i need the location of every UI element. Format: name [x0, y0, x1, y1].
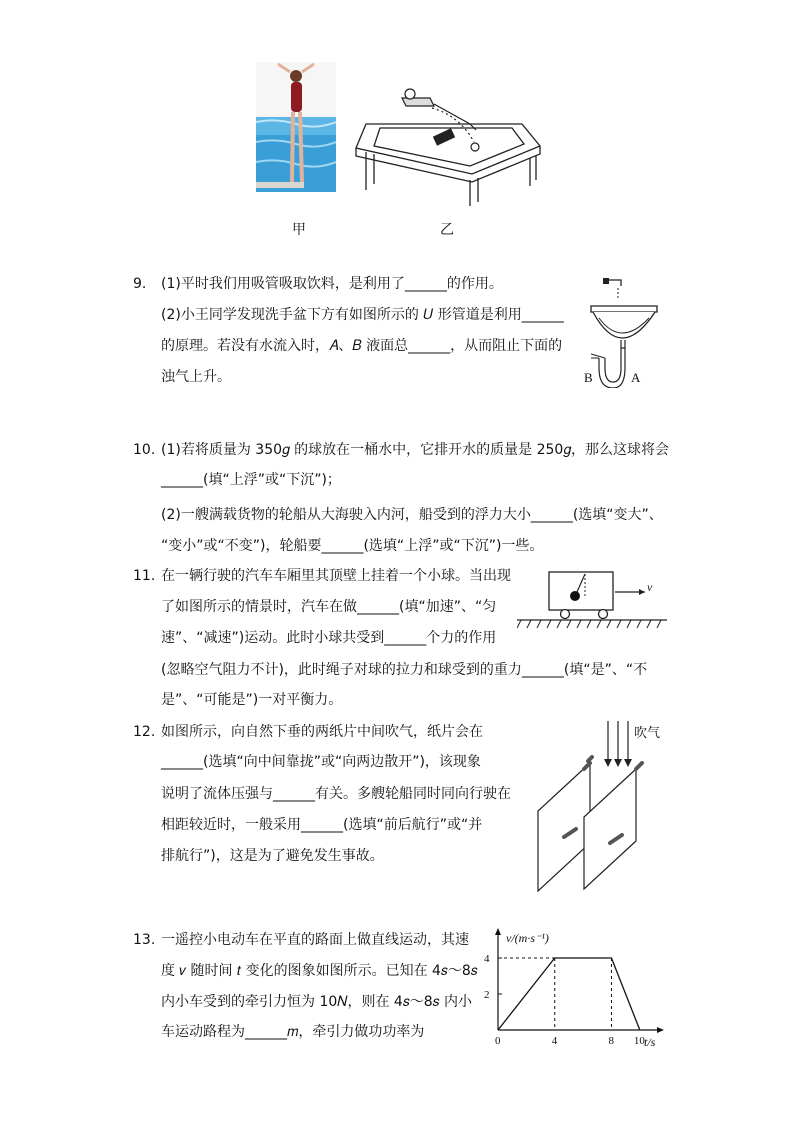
chart-y-axis-label: v/(m·s⁻¹) [506, 931, 549, 945]
diver-figure [256, 62, 336, 192]
u-tube-label-a: A [631, 370, 641, 385]
sink-u-tube-figure [581, 278, 665, 388]
question-13-line-2: 度 𝑣 随时间 𝑡 变化的图象如图所示。已知在 4𝑠～8𝑠 [161, 963, 478, 979]
question-10-number: 10. [133, 442, 156, 458]
chart-y-tick-label: 4 [484, 953, 490, 965]
question-12-line-5: 排航行”)，这是为了避免发生事故。 [161, 848, 384, 864]
question-12-line-2: ______(选填“向中间靠拢”或“向两边散开”)，该现象 [161, 754, 481, 770]
u-tube-label-b: B [584, 370, 593, 385]
question-12-line-4: 相距较近时，一般采用______(选填“前后航行”或“并 [161, 817, 483, 833]
chart-x-tick-label: 8 [608, 1035, 614, 1047]
paper-blow-figure [524, 717, 674, 897]
question-11-line-5: 是”、“可能是”)一对平衡力。 [161, 692, 343, 708]
question-13-line-3: 内小车受到的牵引力恒为 10𝑁，则在 4𝑠～8𝑠 内小 [161, 994, 473, 1010]
chart-x-axis-arrow [657, 1027, 664, 1033]
question-11-number: 11. [133, 568, 156, 584]
question-10-line-3: (2)一艘满载货物的轮船从大海驶入内河，船受到的浮力大小______(选填“变大”、 [161, 507, 663, 523]
car-velocity-label: v [647, 580, 653, 594]
chart-series-line [498, 958, 640, 1030]
car-pendulum-figure [517, 570, 667, 632]
question-9-line-3: 的原理。若没有水流入时，𝐴、𝐵 液面总______，从而阻止下面的 [161, 338, 563, 354]
table-ball-figure [352, 86, 544, 208]
chart-y-axis-arrow [495, 928, 501, 935]
question-12-line-3: 说明了流体压强与______有关。多艘轮船同时同向行驶在 [161, 786, 511, 802]
chart-x-axis-label: t/s [644, 1035, 656, 1049]
question-10-line-4: “变小”或“不变”)，轮船要______(选填“上浮”或“下沉”)一些。 [161, 538, 544, 554]
caption-yi: 乙 [440, 222, 454, 238]
velocity-time-chart [478, 926, 668, 1056]
chart-x-tick-label: 4 [551, 1035, 558, 1047]
blow-label: 吹气 [634, 726, 661, 741]
question-10-line-1: (1)若将质量为 350𝑔 的球放在一桶水中，它排开水的质量是 250𝑔，那么这球将会 [161, 442, 670, 458]
chart-x-tick-label: 10 [633, 1035, 645, 1047]
question-9-line-4: 浊气上升。 [161, 369, 231, 385]
question-12-line-1: 如图所示，向自然下垂的两纸片中间吹气，纸片会在 [161, 724, 483, 740]
chart-x-tick-label: 0 [495, 1035, 501, 1047]
question-9-line-2: (2)小王同学发现洗手盆下方有如图所示的 𝑈 形管道是利用______ [161, 307, 564, 323]
question-11-line-2: 了如图所示的情景时，汽车在做______(填“加速”、“匀 [161, 599, 497, 615]
question-12-number: 12. [133, 724, 156, 740]
question-13-line-1: 一遥控小电动车在平直的路面上做直线运动，其速 [161, 932, 469, 948]
chart-y-tick-label: 2 [484, 989, 490, 1001]
question-9-number: 9. [133, 276, 147, 292]
question-11-line-3: 速”、“减速”)运动。此时小球共受到______个力的作用 [161, 630, 497, 646]
question-11-line-4: (忽略空气阻力不计)，此时绳子对球的拉力和球受到的重力______(填“是”、“不 [161, 662, 648, 678]
caption-jia: 甲 [292, 222, 306, 238]
question-9-line-1: (1)平时我们用吸管吸取饮料，是利用了______的作用。 [161, 276, 503, 292]
question-13-line-4: 车运动路程为______𝑚，牵引力做功功率为 [161, 1024, 425, 1040]
question-10-line-2: ______(填“上浮”或“下沉”)； [161, 472, 341, 488]
question-11-line-1: 在一辆行驶的汽车车厢里其顶壁上挂着一个小球。当出现 [161, 568, 511, 584]
question-13-number: 13. [133, 932, 156, 948]
